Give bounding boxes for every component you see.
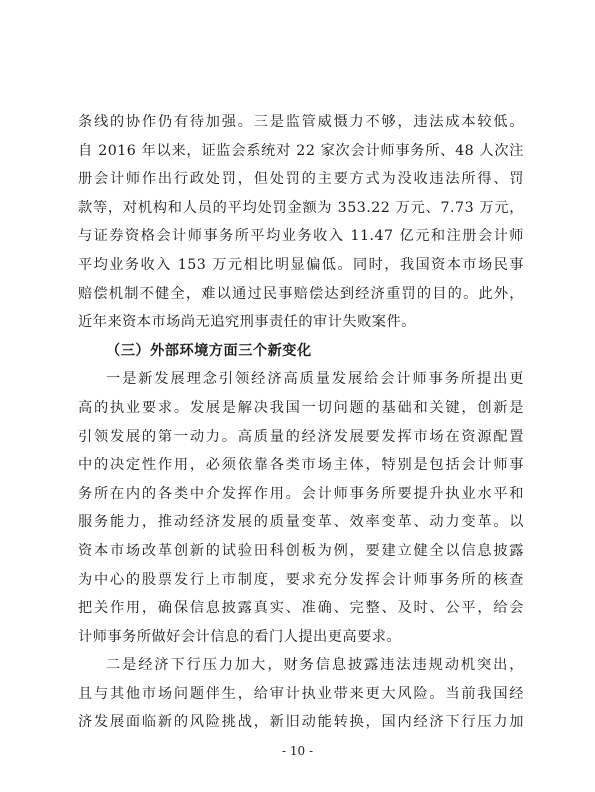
- text-line: 赔偿机制不健全，难以通过民事赔偿达到经济重罚的目的。此外，: [78, 285, 524, 302]
- text-line: 平均业务收入 153 万元相比明显偏低。同时，我国资本市场民事: [78, 256, 524, 273]
- text-line: 引领发展的第一动力。高质量的经济发展要发挥市场在资源配置: [78, 428, 524, 445]
- text-line: 自 2016 年以来，证监会系统对 22 家次会计师事务所、48 人次注: [78, 142, 524, 159]
- body-text: [78, 108, 524, 737]
- text-line: 务所在内的各类中介发挥作用。会计师事务所要提升执业水平和: [78, 485, 524, 502]
- text-line: 服务能力，推动经济发展的质量变革、效率变革、动力变革。以: [78, 514, 524, 531]
- text-line: 册会计师作出行政处罚，但处罚的主要方式为没收违法所得、罚: [78, 171, 524, 188]
- text-line: 款等，对机构和人员的平均处罚金额为 353.22 万元、7.73 万元，: [78, 199, 524, 216]
- text-line: 中的决定性作用，必须依靠各类市场主体，特别是包括会计师事: [78, 457, 524, 474]
- text-line: 把关作用，确保信息披露真实、准确、完整、及时、公平，给会: [78, 600, 524, 617]
- text-line: 高的执业要求。发展是解决我国一切问题的基础和关键，创新是: [78, 399, 524, 416]
- text-line: 计师事务所做好会计信息的看门人提出更高要求。: [78, 628, 402, 645]
- text-line: 二是经济下行压力加大，财务信息披露违法违规动机突出，: [106, 657, 524, 674]
- text-line: 近年来资本市场尚无追究刑事责任的审计失败案件。: [78, 314, 416, 331]
- text-line: 资本市场改革创新的试验田科创板为例，要建立健全以信息披露: [78, 542, 524, 559]
- text-line: 与证券资格会计师事务所平均业务收入 11.47 亿元和注册会计师: [78, 228, 524, 245]
- text-line: 为中心的股票发行上市制度，要求充分发挥会计师事务所的核查: [78, 571, 524, 588]
- text-line: 一是新发展理念引领经济高质量发展给会计师事务所提出更: [106, 371, 524, 388]
- page-number: - 10 -: [281, 744, 313, 758]
- text-line: 条线的协作仍有待加强。三是监管威慑力不够，违法成本较低。: [78, 114, 524, 130]
- text-line: 济发展面临新的风险挑战，新旧动能转换，国内经济下行压力加: [78, 714, 524, 731]
- section-heading: （三）外部环境方面三个新变化: [106, 342, 312, 359]
- text-line: 且与其他市场问题伴生，给审计执业带来更大风险。当前我国经: [78, 685, 524, 702]
